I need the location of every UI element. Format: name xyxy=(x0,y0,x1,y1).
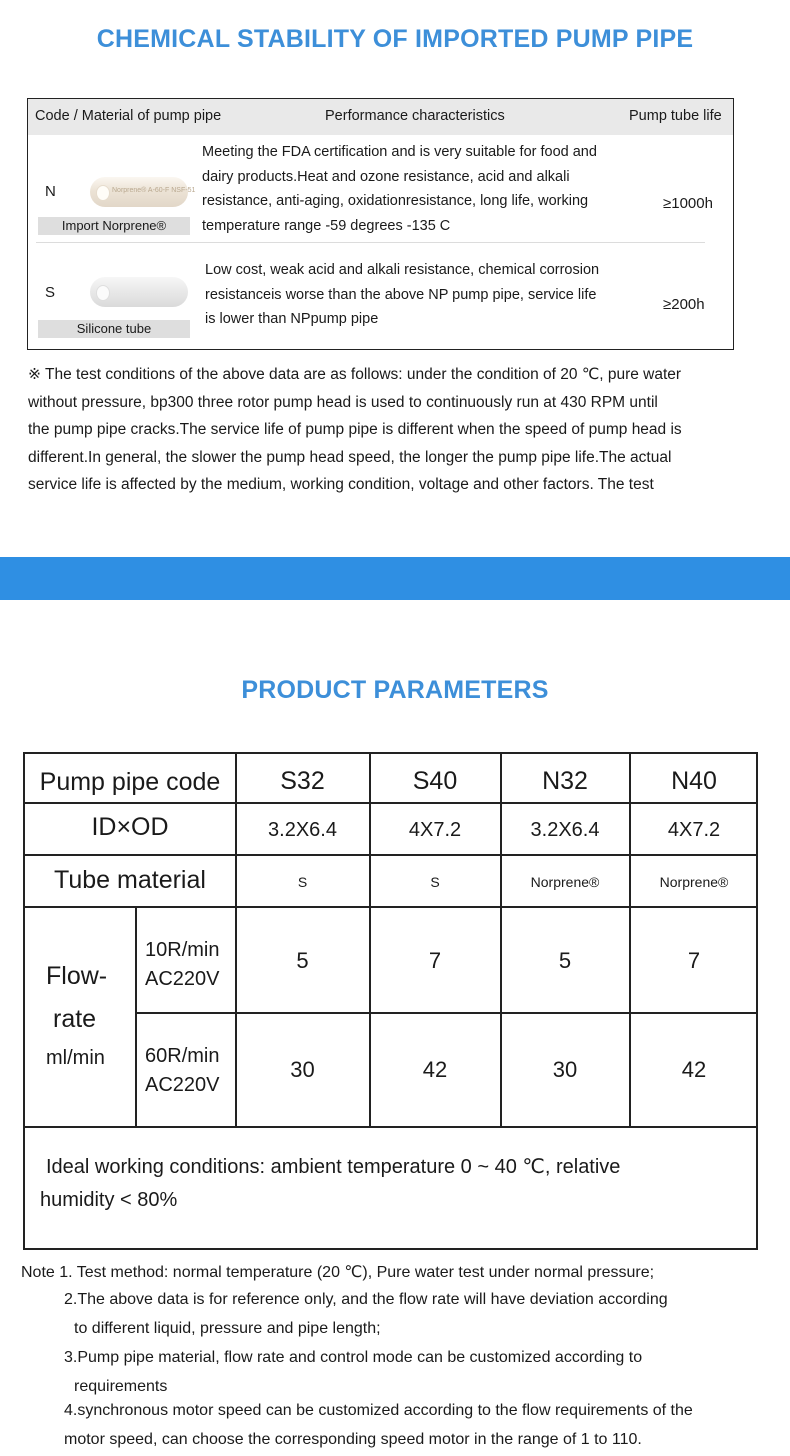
note-line: ※ The test conditions of the above data are as follows: under the condition of 20 ℃, pure water xyxy=(28,366,682,383)
product-parameters-table xyxy=(23,752,758,1250)
note-line: the pump pipe cracks.The service life of pump pipe is different when the speed of pump head is xyxy=(28,421,682,438)
col-s40-material: S xyxy=(430,874,440,890)
col-s40-code: S40 xyxy=(412,767,458,795)
material-label-silicone: Silicone tube xyxy=(38,320,190,338)
working-conditions-line2: humidity < 80% xyxy=(40,1189,178,1211)
col-s32-material: S xyxy=(297,874,308,890)
perf-line: resistance, anti-aging, oxidationresistance, long life, working xyxy=(202,193,589,209)
label-flow-unit: ml/min xyxy=(46,1047,105,1069)
life-silicone: ≥200h xyxy=(663,296,705,313)
note-line: different.In general, the slower the pump head speed, the longer the pump pipe life.The actual xyxy=(28,448,672,466)
code-n: N xyxy=(45,183,56,200)
grid-line xyxy=(25,1126,756,1128)
note-item: requirements xyxy=(74,1378,168,1395)
col-n32-flow-60: 30 xyxy=(552,1057,578,1082)
label-flow: Flow- xyxy=(46,962,108,990)
col-n32-code: N32 xyxy=(542,767,588,795)
perf-line: temperature range -59 degrees -135 C xyxy=(202,217,451,234)
col-s40-flow-60: 42 xyxy=(422,1057,448,1082)
performance-norprene xyxy=(202,140,597,238)
col-s32-idod: 3.2X6.4 xyxy=(268,818,337,841)
table-header-row xyxy=(28,99,733,135)
col-s40-idod: 4X7.2 xyxy=(408,818,462,841)
col-n40-flow-10: 7 xyxy=(687,948,701,973)
speed-10r-rpm: 10R/min xyxy=(145,939,220,961)
col-s40-flow-10: 7 xyxy=(428,948,442,973)
material-label-norprene: Import Norprene® xyxy=(38,217,190,235)
note-item: 3.Pump pipe material, flow rate and control mode can be customized according to xyxy=(64,1349,643,1366)
col-s32-flow-10: 5 xyxy=(296,948,309,973)
perf-line: Low cost, weak acid and alkali resistance, chemical corrosion xyxy=(205,262,600,278)
col-n32-idod: 3.2X6.4 xyxy=(530,818,600,841)
col-n40-material: Norprene® xyxy=(659,874,729,890)
speed-60r-voltage: AC220V xyxy=(145,1074,220,1096)
silicone-tube-image xyxy=(90,277,188,307)
norprene-tube-print: Norprene® A-60-F NSF-51 xyxy=(112,187,196,194)
test-conditions-note xyxy=(28,361,763,499)
col-s32-flow-60: 30 xyxy=(290,1057,315,1082)
note-line: service life is affected by the medium, working condition, voltage and other factors. The test xyxy=(28,476,654,493)
performance-silicone xyxy=(205,258,599,332)
perf-line: resistanceis worse than the above NP pump pipe, service life xyxy=(205,286,597,303)
speed-60r-rpm: 60R/min xyxy=(145,1045,220,1067)
note-item: Note 1. Test method: normal temperature (20 ℃), Pure water test under normal pressure; xyxy=(21,1264,655,1281)
label-id-od: ID×OD xyxy=(91,812,169,841)
perf-line: dairy products.Heat and ozone resistance, acid and alkali xyxy=(202,168,570,185)
speed-10r-voltage: AC220V xyxy=(145,968,220,990)
working-conditions-line1: Ideal working conditions: ambient temperature 0 ~ 40 ℃, relative xyxy=(46,1156,621,1178)
note-item: 2.The above data is for reference only, and the flow rate will have deviation according xyxy=(64,1291,668,1308)
speed-60r xyxy=(145,1042,220,1100)
col-n40-flow-60: 42 xyxy=(681,1057,707,1082)
label-rate: rate xyxy=(53,1005,97,1033)
perf-line: is lower than NPpump pipe xyxy=(205,311,379,327)
speed-10r xyxy=(145,936,220,994)
perf-line: Meeting the FDA certification and is very suitable for food and xyxy=(202,144,597,160)
life-norprene: ≥1000h xyxy=(663,195,713,212)
chemical-stability-table xyxy=(27,98,734,350)
col-n32-flow-10: 5 xyxy=(558,948,572,973)
note-item: 4.synchronous motor speed can be customized according to the flow requirements of the xyxy=(64,1402,693,1419)
code-s: S xyxy=(45,284,56,301)
header-tube-life: Pump tube life xyxy=(629,108,722,124)
chemical-stability-title: CHEMICAL STABILITY OF IMPORTED PUMP PIPE xyxy=(96,25,694,53)
note-line: without pressure, bp300 three rotor pump head is used to continuously run at 430 RPM until xyxy=(28,393,658,411)
note-item: motor speed, can choose the corresponding speed motor in the range of 1 to 110. xyxy=(64,1431,642,1448)
grid-line xyxy=(135,906,137,1126)
col-s32-code: S32 xyxy=(280,767,325,795)
norprene-tube-image xyxy=(90,177,196,207)
product-parameters-title: PRODUCT PARAMETERS xyxy=(241,676,549,704)
col-n40-code: N40 xyxy=(671,767,717,795)
header-performance: Performance characteristics xyxy=(325,108,505,124)
blue-divider-band xyxy=(0,557,790,600)
label-pump-pipe-code: Pump pipe code xyxy=(39,768,221,796)
note-item: to different liquid, pressure and pipe length; xyxy=(74,1320,381,1337)
label-tube-material: Tube material xyxy=(54,865,206,894)
row-divider xyxy=(36,242,705,243)
col-n40-idod: 4X7.2 xyxy=(667,818,721,841)
header-code-material: Code / Material of pump pipe xyxy=(35,108,222,124)
col-n32-material: Norprene® xyxy=(530,874,600,890)
